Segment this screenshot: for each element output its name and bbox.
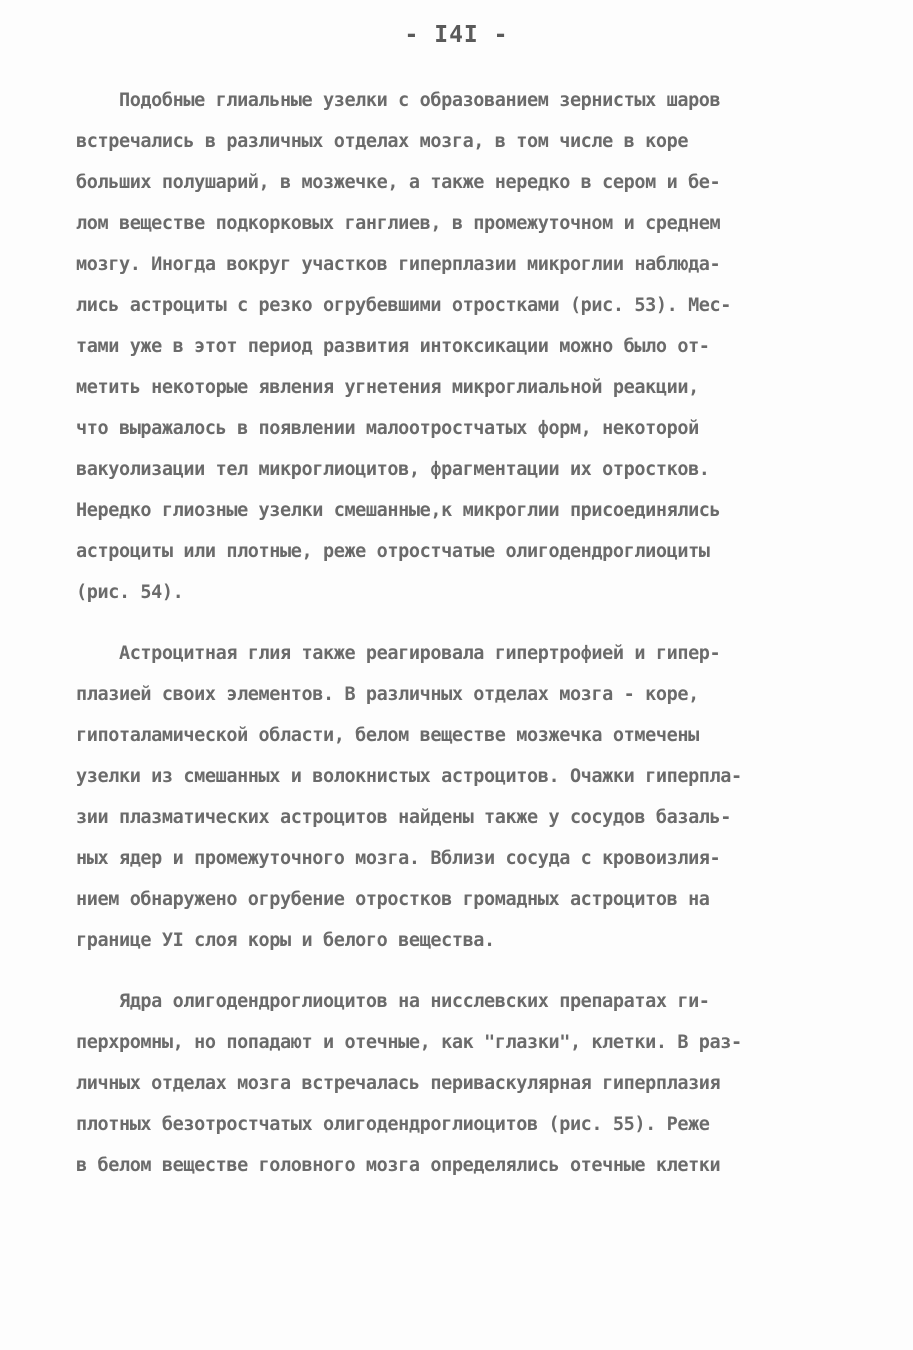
text-line: границе УI слоя коры и белого вещества. [76,930,495,951]
text-line: Ядра олигодендроглиоцитов на нисслевских препаратах ги- [76,991,710,1012]
paragraph-gap [76,961,836,981]
text-line: что выражалось в появлении малоотростчатых форм, некоторой [76,418,699,439]
text-line: лом веществе подкорковых ганглиев, в промежуточном и среднем [76,213,721,234]
paragraph-1 [76,80,836,613]
text-line: лись астроциты с резко огрубевшими отростками (рис. 53). Мес- [76,295,732,316]
text-line: метить некоторые явления угнетения микроглиальной реакции, [76,377,699,398]
paragraph-gap [76,613,836,633]
text-line: плазией своих элементов. В различных отделах мозга - коре, [76,684,699,705]
text-line: встречались в различных отделах мозга, в том числе в коре [76,131,689,152]
text-line: нием обнаружено огрубение отростков громадных астроцитов на [76,889,710,910]
text-line: тами уже в этот период развития интоксикации можно было от- [76,336,710,357]
text-line: Подобные глиальные узелки с образованием зернистых шаров [76,90,721,111]
text-line: плотных безотростчатых олигодендроглиоцитов (рис. 55). Реже [76,1114,710,1135]
text-line: зии плазматических астроцитов найдены также у сосудов базаль- [76,807,732,828]
page-number: - I4I - [404,22,509,48]
text-line: Нередко глиозные узелки смешанные,к микроглии присоединялись [76,500,721,521]
text-line: в белом веществе головного мозга определялись отечные клетки [76,1155,721,1176]
body-text [76,80,836,1186]
text-line: астроциты или плотные, реже отростчатые олигодендроглиоциты [76,541,710,562]
paragraph-3 [76,981,836,1186]
text-line: узелки из смешанных и волокнистых астроцитов. Очажки гиперпла- [76,766,742,787]
text-line: Астроцитная глия также реагировала гипертрофией и гипер- [76,643,721,664]
text-line: (рис. 54). [76,582,184,603]
text-line: больших полушарий, в мозжечке, а также нередко в сером и бе- [76,172,721,193]
text-line: личных отделах мозга встречалась периваскулярная гиперплазия [76,1073,721,1094]
text-line: вакуолизации тел микроглиоцитов, фрагментации их отростков. [76,459,710,480]
text-line: мозгу. Иногда вокруг участков гиперплазии микроглии наблюда- [76,254,721,275]
paragraph-2 [76,633,836,961]
text-line: перхромны, но попадают и отечные, как "глазки", клетки. В раз- [76,1032,742,1053]
text-line: гипоталамической области, белом веществе мозжечка отмечены [76,725,699,746]
text-line: ных ядер и промежуточного мозга. Вблизи сосуда с кровоизлия- [76,848,721,869]
